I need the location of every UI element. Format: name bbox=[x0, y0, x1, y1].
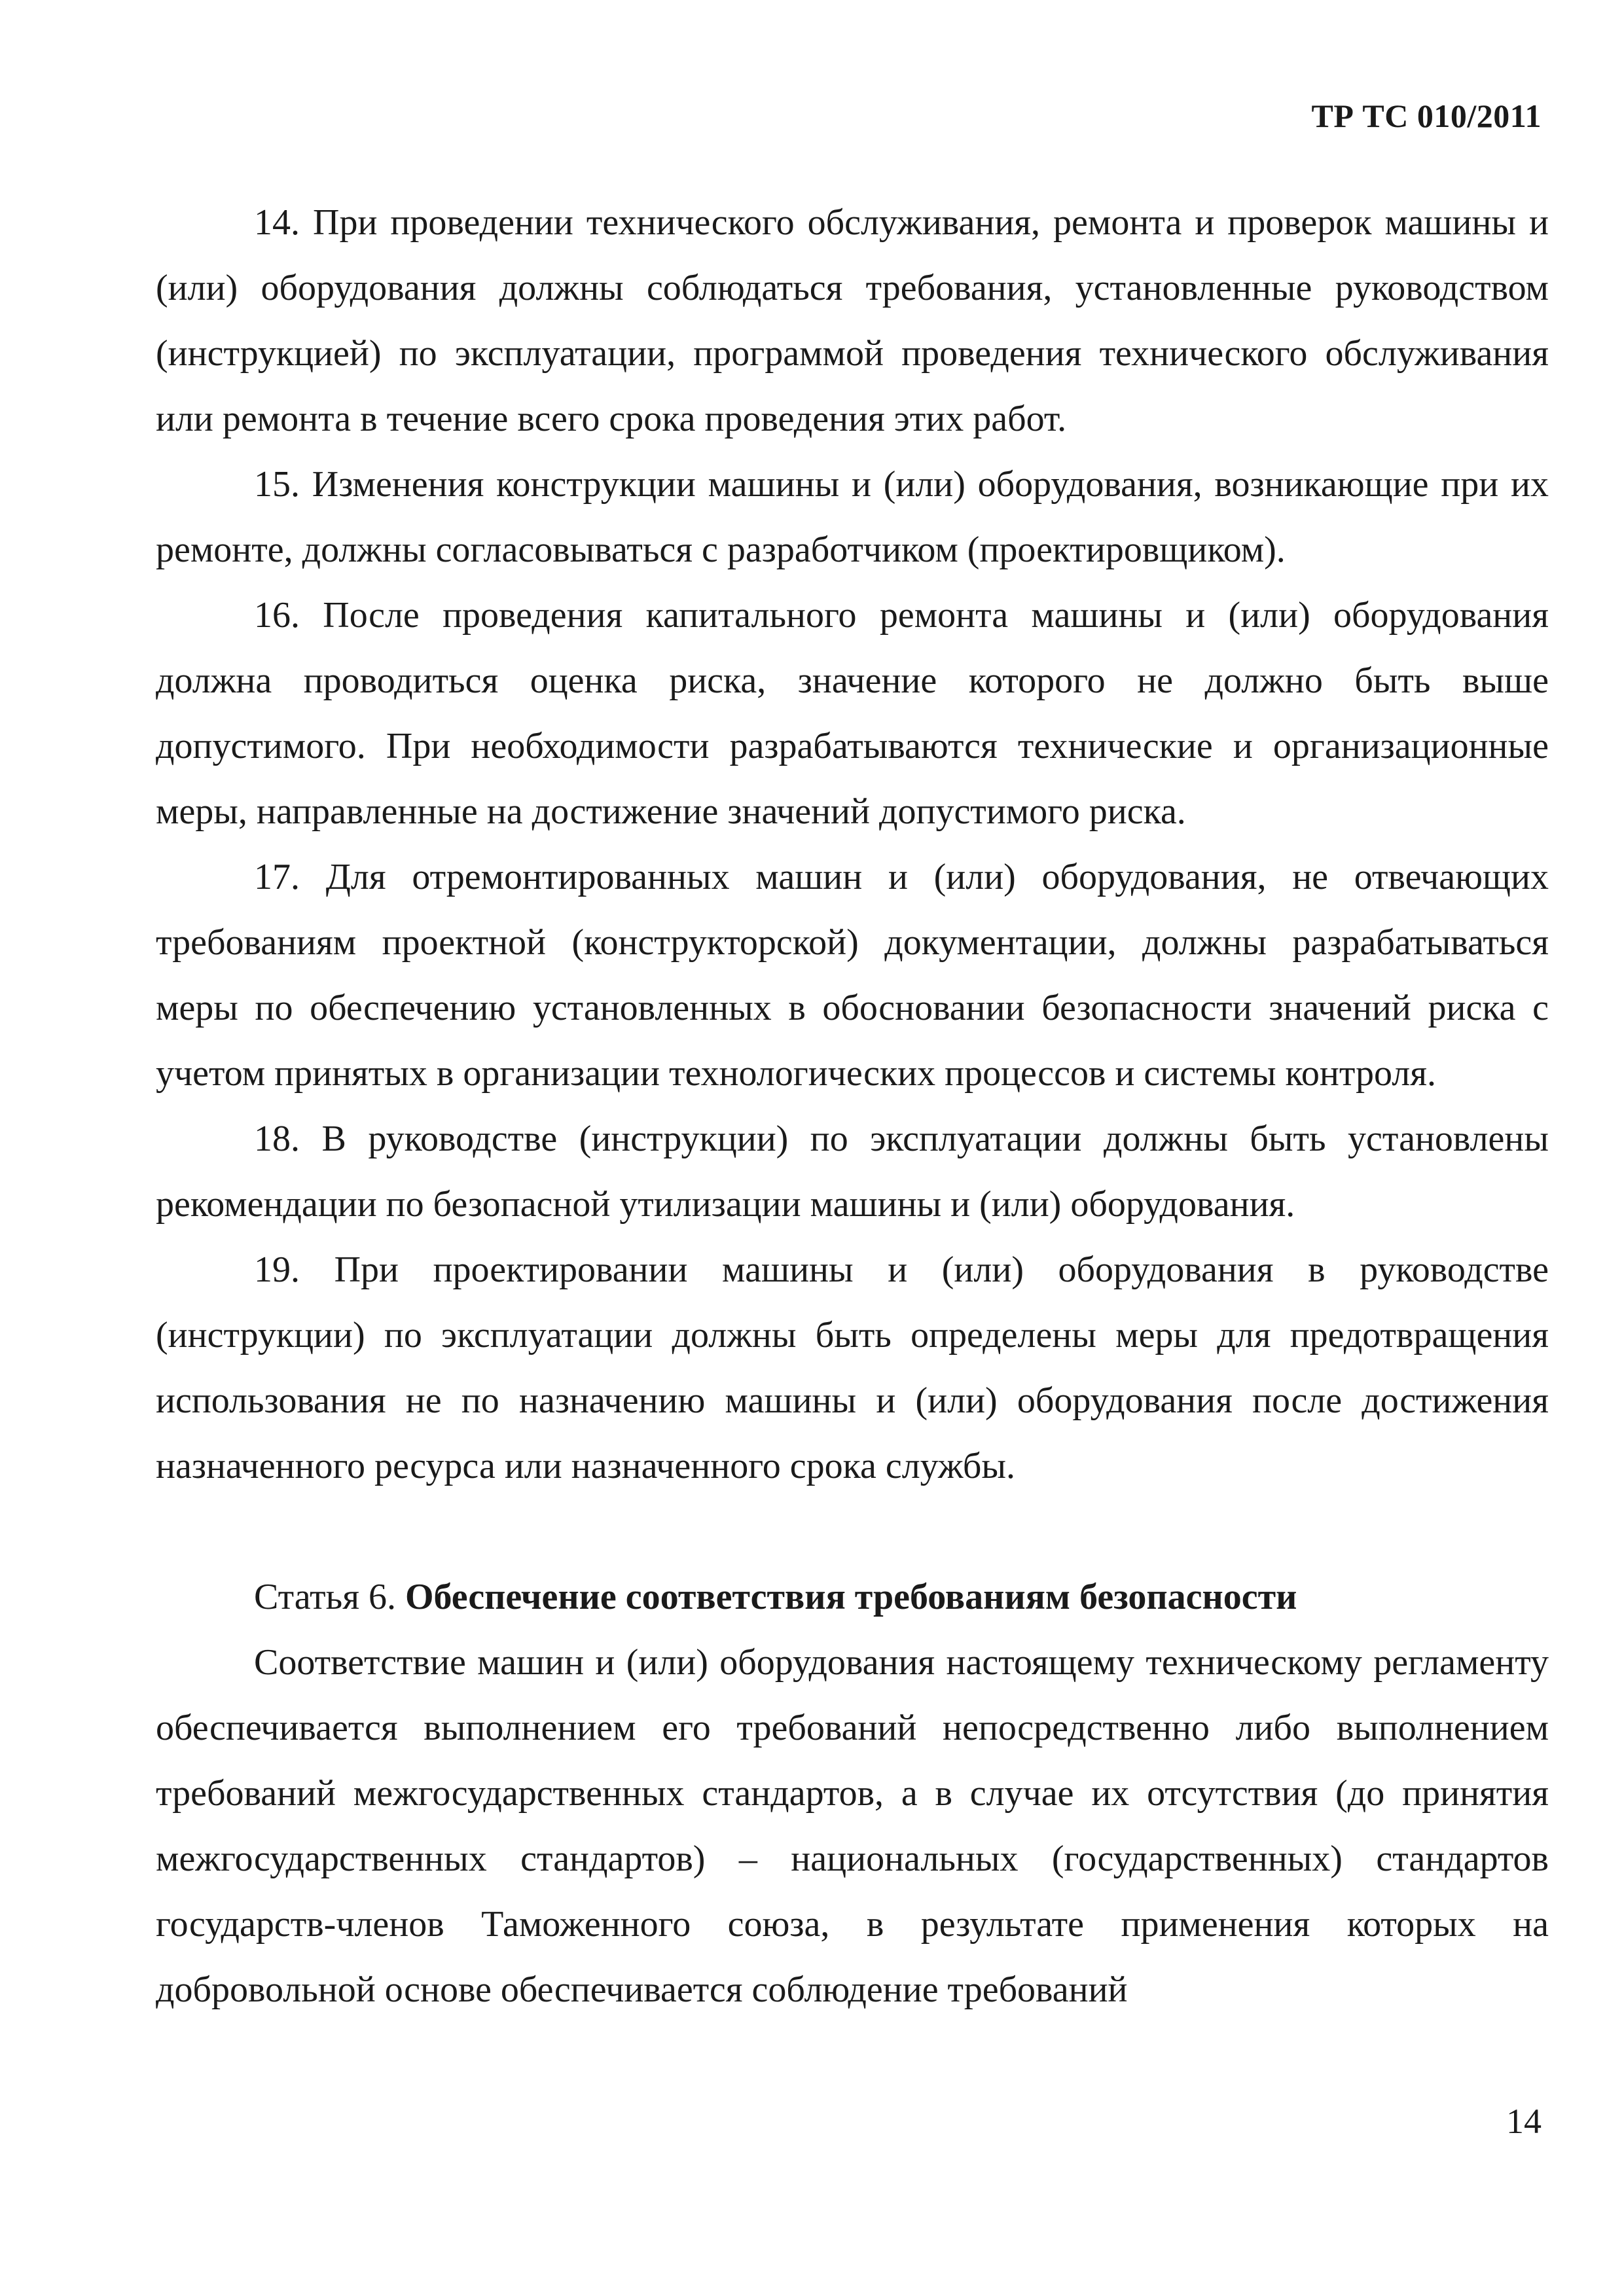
page-number: 14 bbox=[1506, 2102, 1542, 2141]
article-heading bbox=[156, 1564, 1549, 1630]
article-title: Обеспечение соответствия требованиям безопасности bbox=[405, 1577, 1297, 1617]
paragraph-item-19: 19. При проектировании машины и (или) оборудования в руководстве (инструкции) по эксплуатации должны быть определены меры для предотвращения использования не по назначению машины и (или) оборудования после достижения назначенного ресурса или назначенного срока службы. bbox=[156, 1249, 1549, 1486]
article-label: Статья 6. bbox=[254, 1577, 396, 1617]
paragraph-item-15: 15. Изменения конструкции машины и (или) оборудования, возникающие при их ремонте, должны согласовываться с разработчиком (проектировщиком). bbox=[156, 464, 1549, 570]
paragraph-item-16: 16. После проведения капитального ремонта машины и (или) оборудования должна проводиться оценка риска, значение которого не должно быть выше допустимого. При необходимости разрабатываются технические и организационные меры, направленные на достижение значений допустимого риска. bbox=[156, 595, 1549, 832]
paragraph-item-18: 18. В руководстве (инструкции) по эксплуатации должны быть установлены рекомендации по безопасной утилизации машины и (или) оборудования. bbox=[156, 1119, 1549, 1225]
document-body bbox=[156, 190, 1549, 2022]
paragraph-item-17: 17. Для отремонтированных машин и (или) оборудования, не отвечающих требованиям проектной (конструкторской) документации, должны разрабатываться меры по обеспечению установленных в обосновании безопасности значений риска с учетом принятых в организации технологических процессов и системы контроля. bbox=[156, 857, 1549, 1094]
article-paragraph: Соответствие машин и (или) оборудования настоящему техническому регламенту обеспечивается выполнением его требований непосредственно либо выполнением требований межгосударственных стандартов, а в случае их отсутствия (до принятия межгосударственных стандартов) – национальных (государственных) стандартов государств-членов Таможенного союза, в результате применения которых на добровольной основе обеспечивается соблюдение требований bbox=[156, 1642, 1549, 2010]
paragraph-item-14: 14. При проведении технического обслуживания, ремонта и проверок машины и (или) оборудования должны соблюдаться требования, установленные руководством (инструкцией) по эксплуатации, программой проведения технического обслуживания или ремонта в течение всего срока проведения этих работ. bbox=[156, 202, 1549, 439]
document-code-header: ТР ТС 010/2011 bbox=[1311, 98, 1542, 134]
